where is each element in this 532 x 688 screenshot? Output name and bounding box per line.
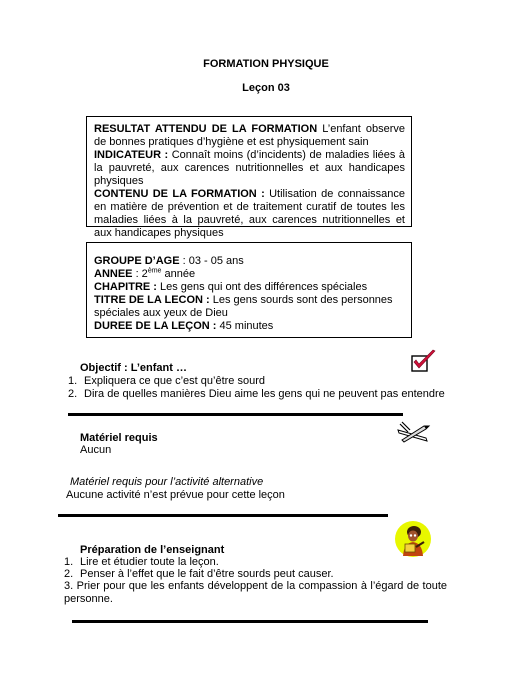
materiel-heading: Matériel requis — [80, 432, 158, 444]
lesson-info-box — [86, 242, 412, 338]
groupe-text: : 03 - 05 ans — [179, 255, 244, 267]
alternative-value: Aucune activité n’est prévue pour cette leçon — [66, 489, 285, 501]
formation-box — [86, 116, 412, 239]
list-text: Expliquera ce que c’est qu’être sourd — [84, 375, 265, 387]
groupe-line — [94, 255, 405, 268]
duree-line — [94, 320, 405, 333]
list-text: Prier pour que les enfants développent de la compassion à l’égard de toute personne. — [64, 580, 447, 605]
chapitre-line — [94, 281, 405, 294]
contenu-text: Utilisation de connaissance en matière de prévention et de traitement curatif de toutes les maladies liées à la pauvreté, aux carences nutritionnelles et aux handicapes physiques — [94, 188, 405, 239]
formation-box-text — [94, 123, 405, 240]
annee-text-post: année — [161, 268, 196, 280]
preparation-heading: Préparation de l’enseignant — [80, 544, 225, 556]
duree-label: DUREE DE LA LEÇON : — [94, 320, 217, 332]
chapitre-text: Les gens qui ont des différences spéciales — [156, 281, 368, 293]
chapitre-label: CHAPITRE : — [94, 281, 157, 293]
list-number: 2. — [64, 568, 74, 580]
section-divider — [72, 620, 428, 623]
list-number: 2. — [68, 388, 78, 400]
list-item — [68, 388, 445, 401]
indicateur-text: Connaît moins (d’incidents) de maladies liées à la pauvreté, aux carences nutritionnelles et aux handicapes physiques — [94, 149, 406, 187]
lesson-number: Leçon 03 — [242, 82, 290, 94]
duree-text: 45 minutes — [216, 320, 274, 332]
teacher-icon — [394, 520, 432, 562]
contenu-label: CONTENU DE LA FORMATION : — [94, 188, 265, 200]
resultat-text: L’enfant observe de bonnes pratiques d’hygiène et est physiquement sain — [94, 123, 405, 148]
list-item — [64, 580, 447, 606]
lesson-info-text — [94, 255, 405, 333]
titre-text: Les gens sourds sont des personnes spéciales aux yeux de Dieu — [94, 294, 393, 319]
annee-label: ANNEE — [94, 268, 133, 280]
annee-text: : 2 — [132, 268, 148, 280]
list-text: Penser à l’effet que le fait d’être sourds peut causer. — [80, 568, 334, 580]
materiel-value: Aucun — [80, 444, 112, 456]
annee-sup: ème — [147, 267, 162, 275]
checkbox-checkmark-icon — [411, 349, 437, 377]
resultat-label: RESULTAT ATTENDU DE LA FORMATION — [94, 123, 318, 135]
titre-label: TITRE DE LA LECON : — [94, 294, 210, 306]
groupe-label: GROUPE D’AGE — [94, 255, 180, 267]
list-item — [68, 375, 265, 388]
section-divider — [68, 413, 403, 416]
indicateur-label: INDICATEUR : — [94, 149, 169, 161]
list-text: Dira de quelles manières Dieu aime les gens qui ne peuvent pas entendre — [84, 388, 445, 400]
list-number: 1. — [68, 375, 78, 387]
list-number: 1. — [64, 556, 74, 568]
objectif-heading: Objectif : L’enfant … — [80, 362, 187, 374]
list-number: 3. — [64, 580, 74, 592]
alternative-heading: Matériel requis pour l’activité alternative — [70, 476, 264, 488]
list-text: Lire et étudier toute la leçon. — [80, 556, 219, 568]
pencil-ruler-icon — [396, 420, 432, 448]
annee-line — [94, 268, 405, 281]
document-title: FORMATION PHYSIQUE — [203, 58, 329, 70]
titre-line — [94, 294, 405, 320]
section-divider — [58, 514, 388, 517]
